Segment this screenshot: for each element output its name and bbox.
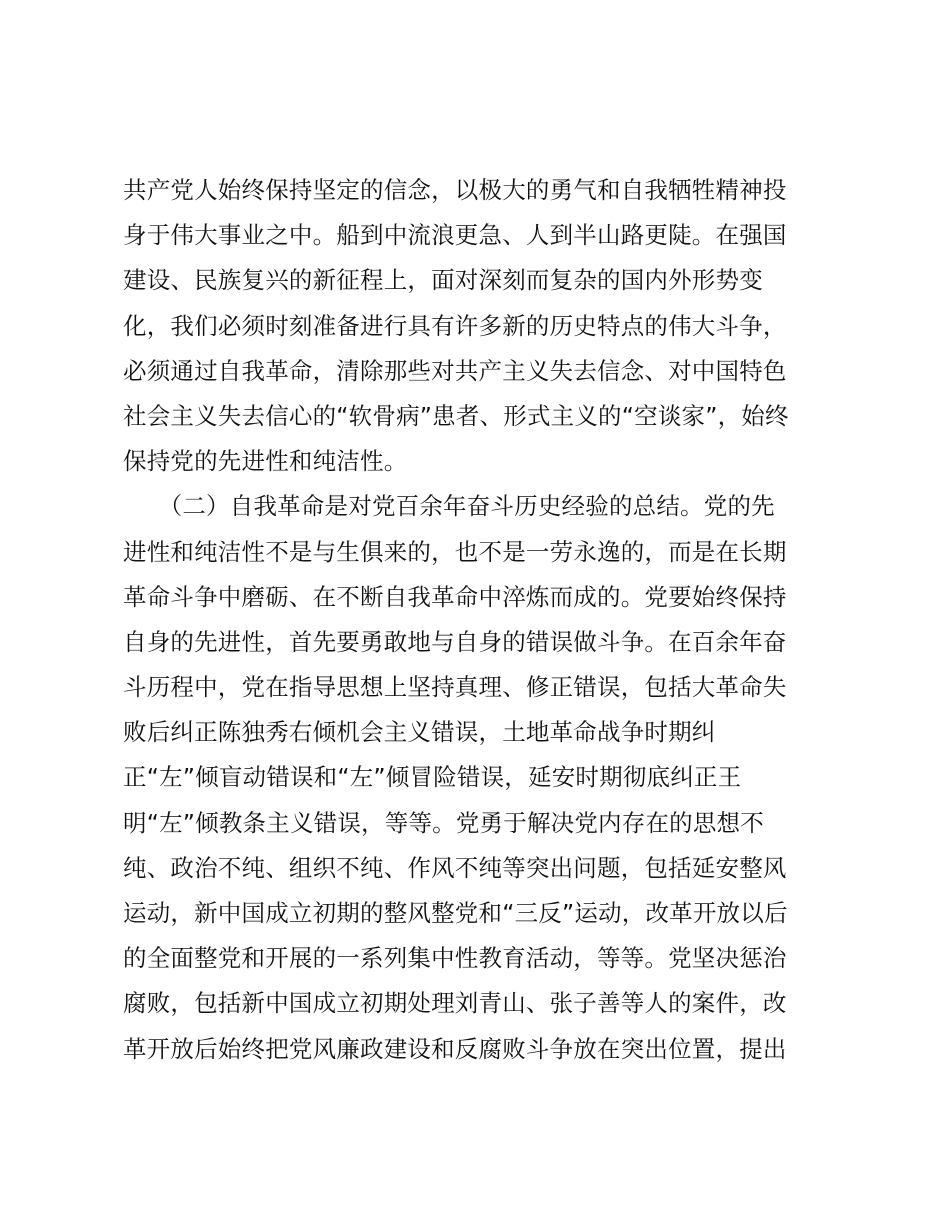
- text-line: 社会主义失去信心的“软骨病”患者、形式主义的“空谈家”，始终: [123, 401, 789, 430]
- text-line: 腐败，包括新中国成立初期处理刘青山、张子善等人的案件，改: [123, 989, 787, 1018]
- body-text: [123, 168, 833, 1072]
- text-line: 保持党的先进性和纯洁性。: [123, 447, 408, 476]
- text-line: 建设、民族复兴的新征程上，面对深刻而复杂的国内外形势变: [123, 266, 763, 295]
- text-line: 化，我们必须时刻准备进行具有许多新的历史特点的伟大斗争，: [123, 311, 787, 340]
- text-line: 革开放后始终把党风廉政建设和反腐败斗争放在突出位置，提出: [123, 1034, 787, 1063]
- text-line: 纯、政治不纯、组织不纯、作风不纯等突出问题，包括延安整风: [123, 853, 787, 882]
- text-line: 明“左”倾教条主义错误，等等。党勇于解决党内存在的思想不: [123, 808, 764, 837]
- text-line: 身于伟大事业之中。船到中流浪更急、人到半山路更陡。在强国: [123, 221, 787, 250]
- text-line: 必须通过自我革命，清除那些对共产主义失去信念、对中国特色: [123, 356, 787, 385]
- text-line: 自身的先进性，首先要勇敢地与自身的错误做斗争。在百余年奋: [123, 627, 787, 656]
- text-line: （二）自我革命是对党百余年奋斗历史经验的总结。党的先: [123, 492, 775, 521]
- text-line: 运动，新中国成立初期的整风整党和“三反”运动，改革开放以后: [123, 899, 788, 927]
- text-line: 革命斗争中磨砺、在不断自我革命中淬炼而成的。党要始终保持: [123, 582, 787, 611]
- text-line: 进性和纯洁性不是与生俱来的，也不是一劳永逸的，而是在长期: [123, 537, 787, 566]
- text-line: 败后纠正陈独秀右倾机会主义错误，土地革命战争时期纠: [123, 718, 716, 747]
- text-line: 正“左”倾盲动错误和“左”倾冒险错误，延安时期彻底纠正王: [123, 763, 742, 792]
- text-line: 的全面整党和开展的一系列集中性教育活动，等等。党坚决惩治: [123, 944, 787, 973]
- text-line: 斗历程中，党在指导思想上坚持真理、修正错误，包括大革命失: [123, 673, 787, 702]
- text-line: 共产党人始终保持坚定的信念，以极大的勇气和自我牺牲精神投: [123, 176, 787, 204]
